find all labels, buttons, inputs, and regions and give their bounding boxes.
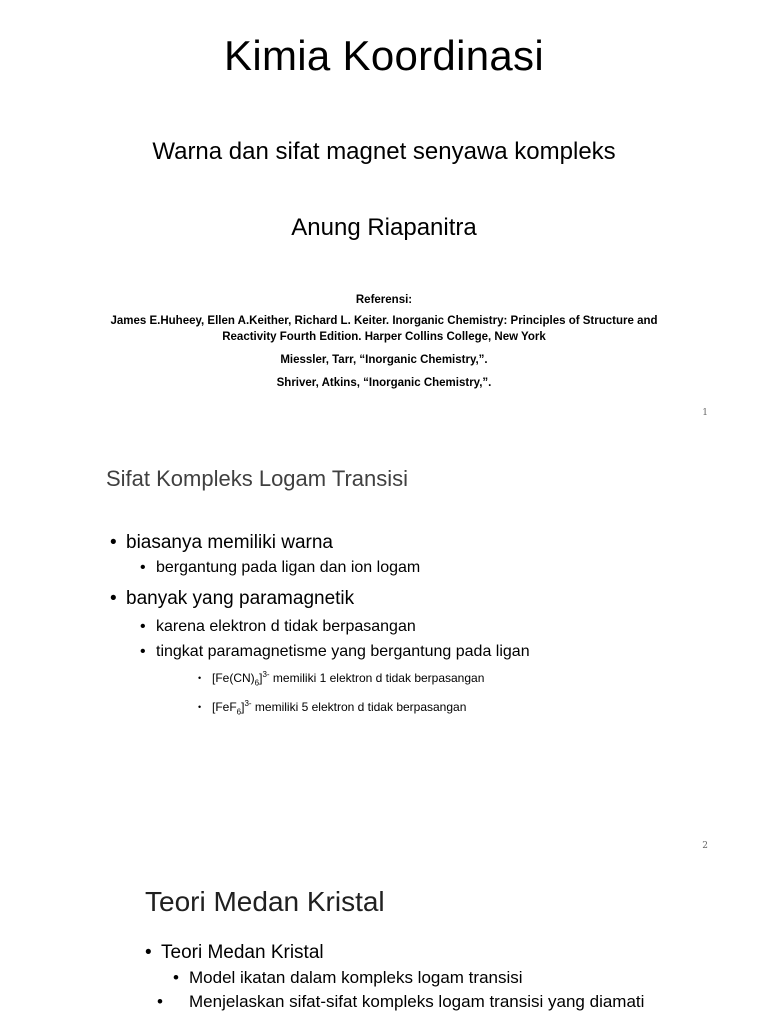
bullet-icon: • xyxy=(140,618,146,635)
sub-sub-bullet-item: • $[Fe(CN)_6]^{3-}$ memiliki 1 elektron d tidak berpasangan xyxy=(198,670,485,688)
bullet-icon: • xyxy=(198,702,202,713)
sub-bullet-item: • karena elektron d tidak berpasangan xyxy=(140,615,710,639)
sub-bullet-item: • tingkat paramagnetisme yang bergantung pada ligan xyxy=(140,640,710,664)
bullet-list xyxy=(110,530,710,723)
bullet-icon: • xyxy=(110,532,117,553)
reference-item: James E.Huheey, Ellen A.Keither, Richard L. Keiter. Inorganic Chemistry: Principles of Structure and Reactivity Fourth Edition. Harper Collins College, New York xyxy=(110,315,658,343)
page-number: 1 xyxy=(702,408,708,418)
sub-bullet-item: • Menjelaskan sifat-sifat kompleks logam transisi yang diamati xyxy=(173,990,705,1014)
references-block xyxy=(90,292,678,398)
bullet-icon: • xyxy=(140,643,146,660)
slide-3 xyxy=(0,860,768,1024)
reference-item: Miessler, Tarr, “Inorganic Chemistry,”. xyxy=(280,354,488,366)
slide-1-author: Anung Riapanitra xyxy=(291,214,477,241)
references-title: Referensi: xyxy=(355,294,413,306)
slide-1-subtitle: Warna dan sifat magnet senyawa kompleks xyxy=(152,138,616,165)
reference-item: Shriver, Atkins, “Inorganic Chemistry,”. xyxy=(276,377,492,389)
bullet-icon: • xyxy=(110,588,117,609)
bullet-icon: • xyxy=(145,942,152,963)
slide-1-title: Kimia Koordinasi xyxy=(224,32,544,79)
slide-3-title: Teori Medan Kristal xyxy=(145,886,385,917)
bullet-item: • biasanya memiliki warna xyxy=(110,530,710,556)
bullet-list xyxy=(145,940,705,1014)
sub-bullet-item: • Model ikatan dalam kompleks logam transisi xyxy=(173,966,705,990)
bullet-icon: • xyxy=(198,673,202,683)
bullet-icon: • xyxy=(173,968,179,987)
bullet-item: • Teori Medan Kristal xyxy=(145,940,705,966)
sub-sub-bullet-item: • $[FeF_6]^{3-}$ memiliki 5 elektron d tidak berpasangan xyxy=(198,699,467,717)
slide-2 xyxy=(0,430,768,860)
slide-2-title: Sifat Kompleks Logam Transisi xyxy=(106,466,409,491)
bullet-item: • banyak yang paramagnetik xyxy=(110,586,710,612)
slide-1 xyxy=(0,0,768,430)
sub-bullet-item: • bergantung pada ligan dan ion logam xyxy=(140,556,710,580)
bullet-icon: • xyxy=(157,992,163,1011)
page-number: 2 xyxy=(702,841,708,851)
bullet-icon: • xyxy=(140,559,146,576)
